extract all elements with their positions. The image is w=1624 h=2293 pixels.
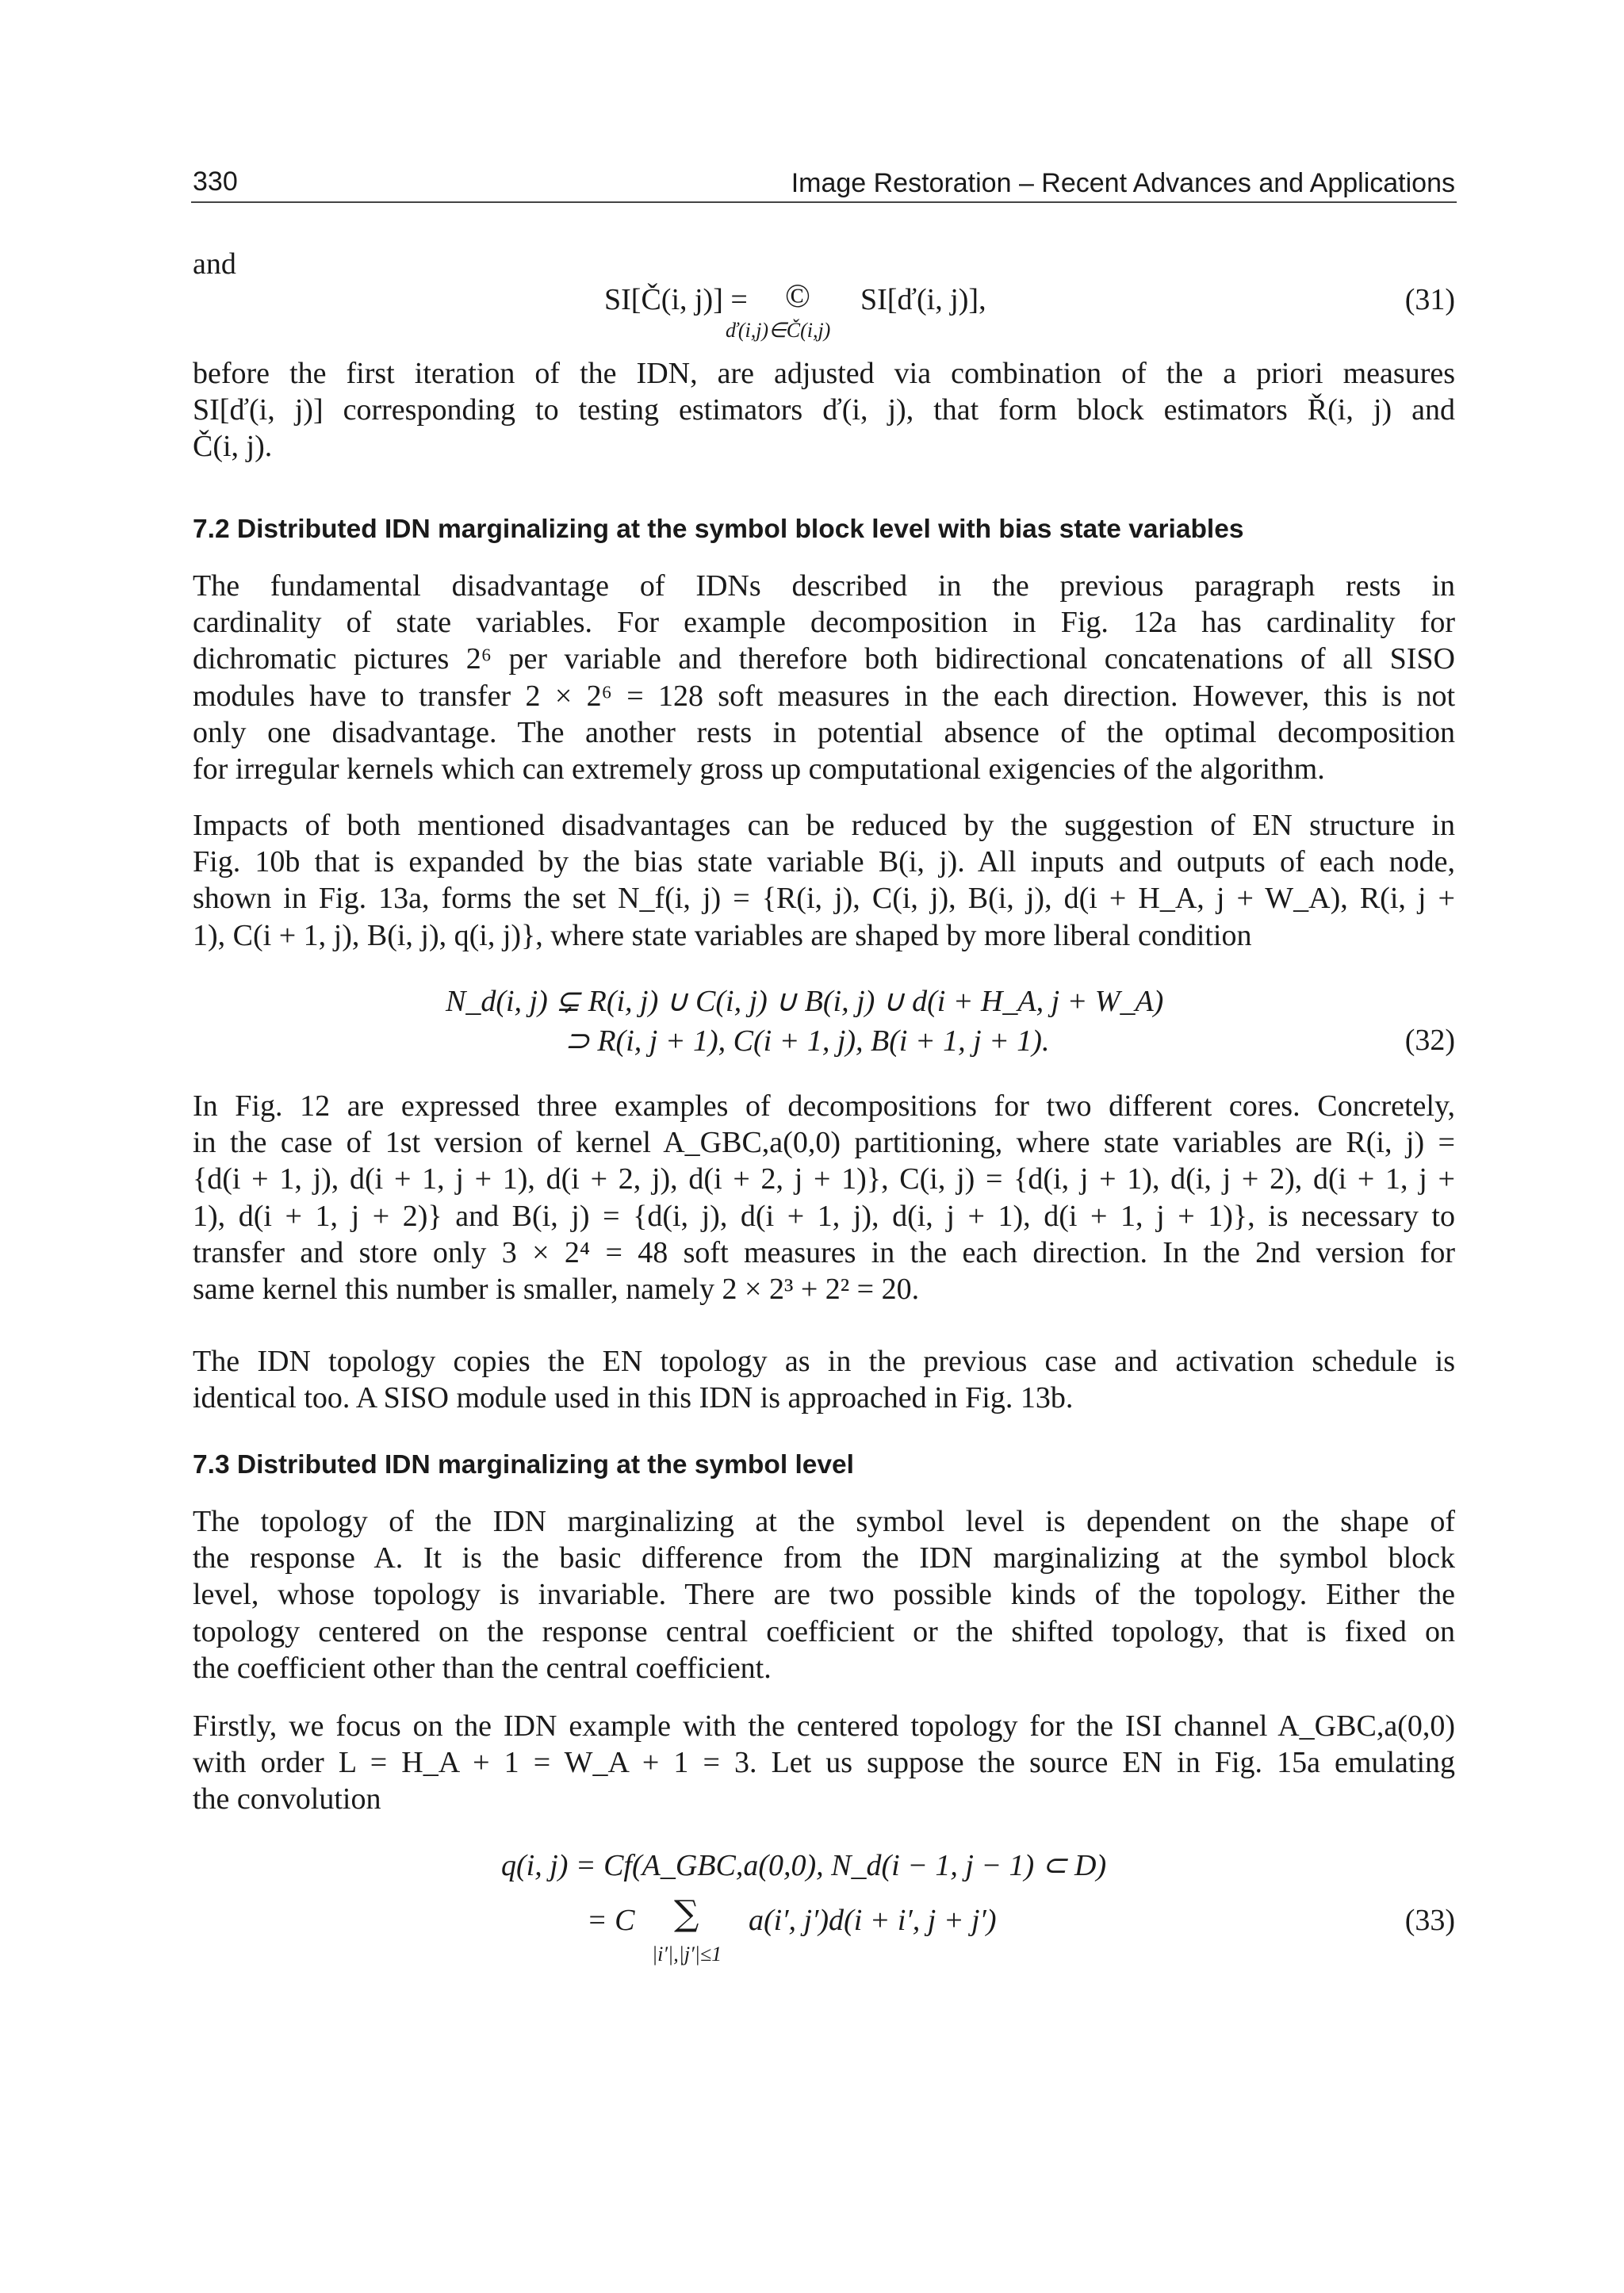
eq32-number: (32) — [1404, 1024, 1455, 1057]
text-line: cardinality of state variables. For example decomposition in Fig. 12a has cardinality for — [193, 606, 1455, 640]
header-rule — [191, 201, 1457, 203]
text-line: topology centered on the response central coefficient or the shifted topology, that is fixed on — [193, 1614, 1455, 1648]
text-line: 1), C(i + 1, j), B(i, j), q(i, j)}, where state variables are shaped by more liberal condition — [193, 918, 1252, 952]
text-line: {d(i + 1, j), d(i + 1, j + 1), d(i + 2, j), d(i + 2, j + 1)}, C(i, j) = {d(i, j + 1), d(i, j + 2), d(i + 1, j + — [193, 1162, 1455, 1196]
text-line: The fundamental disadvantage of IDNs described in the previous paragraph rests in — [193, 569, 1455, 603]
text-line: dichromatic pictures 2⁶ per variable and therefore both bidirectional concatenations of all SISO — [193, 642, 1455, 676]
eq32-line-1: N_d(i, j) ⊊ R(i, j) ∪ C(i, j) ∪ B(i, j) ∪ d(i + H_A, j + W_A) — [446, 985, 1164, 1018]
section-heading-7-2: 7.2 Distributed IDN marginalizing at the symbol block level with bias state variables — [193, 515, 1244, 544]
text-line: Firstly, we focus on the IDN example with the centered topology for the ISI channel A_GBC,a(0,0) — [193, 1709, 1455, 1743]
text-line: identical too. A SISO module used in this IDN is approached in Fig. 13b. — [193, 1381, 1074, 1415]
paragraph-4 — [193, 1088, 1455, 1307]
eq31-subscript: ď(i,j)∈Č(i,j) — [726, 319, 831, 342]
eq33-sum-subscript: |i′|,|j′|≤1 — [652, 1943, 722, 1966]
text-line: with order L = H_A + 1 = W_A + 1 = 3. Let us suppose the source EN in Fig. 15a emulating — [193, 1746, 1455, 1780]
text-line: 1), d(i + 1, j + 2)} and B(i, j) = {d(i, j), d(i + 1, j), d(i, j + 1), d(i + 1, j + 1)}, is necessary to — [193, 1199, 1455, 1233]
eq33-line-2-prefix: = C — [587, 1904, 635, 1937]
text-line: Impacts of both mentioned disadvantages can be reduced by the suggestion of EN structure in — [193, 809, 1455, 842]
text-line: In Fig. 12 are expressed three examples of decompositions for two different cores. Concretely, — [193, 1089, 1455, 1123]
eq32-line-2: ⊃ R(i, j + 1), C(i + 1, j), B(i + 1, j + 1). — [565, 1024, 1050, 1058]
text-line: only one disadvantage. The another rests in potential absence of the optimal decomposition — [193, 715, 1455, 749]
eq33-line-2-suffix: a(i′, j′)d(i + i′, j + j′) — [749, 1904, 997, 1937]
eq31-rhs: SI[ď(i, j)], — [860, 283, 986, 316]
eq33-sum-symbol: ∑ — [674, 1893, 699, 1934]
paragraph-3 — [193, 807, 1455, 954]
eq31-operator: © — [785, 278, 810, 315]
text-line: same kernel this number is smaller, namely 2 × 2³ + 2² = 20. — [193, 1273, 920, 1307]
text-line: for irregular kernels which can extremely gross up computational exigencies of the algorithm. — [193, 752, 1325, 787]
eq31-number: (31) — [1404, 283, 1455, 316]
text-line: Fig. 10b that is expanded by the bias state variable B(i, j). All inputs and outputs of each node, — [193, 845, 1455, 879]
eq33-number: (33) — [1404, 1904, 1455, 1937]
section-heading-7-3: 7.3 Distributed IDN marginalizing at the symbol level — [193, 1450, 854, 1480]
text-line: the convolution — [193, 1782, 381, 1816]
text-line: transfer and store only 3 × 2⁴ = 48 soft measures in the each direction. In the 2nd version for — [193, 1235, 1455, 1269]
text-line: before the first iteration of the IDN, are adjusted via combination of the a priori measures — [193, 357, 1455, 390]
paragraph-6 — [193, 1503, 1455, 1686]
text-line: shown in Fig. 13a, forms the set N_f(i, j) = {R(i, j), C(i, j), B(i, j), d(i + H_A, j + W_A), R(i, j + — [193, 882, 1455, 916]
running-header — [193, 163, 1455, 201]
text-line: the coefficient other than the central coefficient. — [193, 1651, 772, 1685]
intro-word: and — [193, 247, 236, 281]
text-line: the response A. It is the basic difference from the IDN marginalizing at the symbol block — [193, 1541, 1455, 1575]
page-number: 330 — [193, 167, 238, 197]
text-line: The IDN topology copies the EN topology as in the previous case and activation schedule is — [193, 1345, 1455, 1378]
text-line: level, whose topology is invariable. There are two possible kinds of the topology. Either the — [193, 1578, 1455, 1612]
running-title: Image Restoration – Recent Advances and Applications — [791, 168, 1455, 198]
text-line: modules have to transfer 2 × 2⁶ = 128 soft measures in the each direction. However, this is not — [193, 679, 1455, 713]
paragraph-5 — [193, 1343, 1455, 1416]
text-line: in the case of 1st version of kernel A_GBC,a(0,0) partitioning, where state variables are R(i, j) = — [193, 1126, 1455, 1160]
text-line: SI[ď(i, j)] corresponding to testing estimators ď(i, j), that form block estimators Ř(i, j) and — [193, 393, 1455, 427]
paragraph-2 — [193, 568, 1455, 787]
paragraph-1 — [193, 355, 1455, 465]
paragraph-7 — [193, 1708, 1455, 1818]
eq33-line-1: q(i, j) = Cf(A_GBC,a(0,0), N_d(i − 1, j − 1) ⊂ D) — [501, 1849, 1107, 1882]
text-line: Č(i, j). — [193, 430, 273, 464]
eq31-lhs: SI[Č(i, j)] = — [604, 283, 748, 316]
text-line: The topology of the IDN marginalizing at the symbol level is dependent on the shape of — [193, 1505, 1455, 1538]
